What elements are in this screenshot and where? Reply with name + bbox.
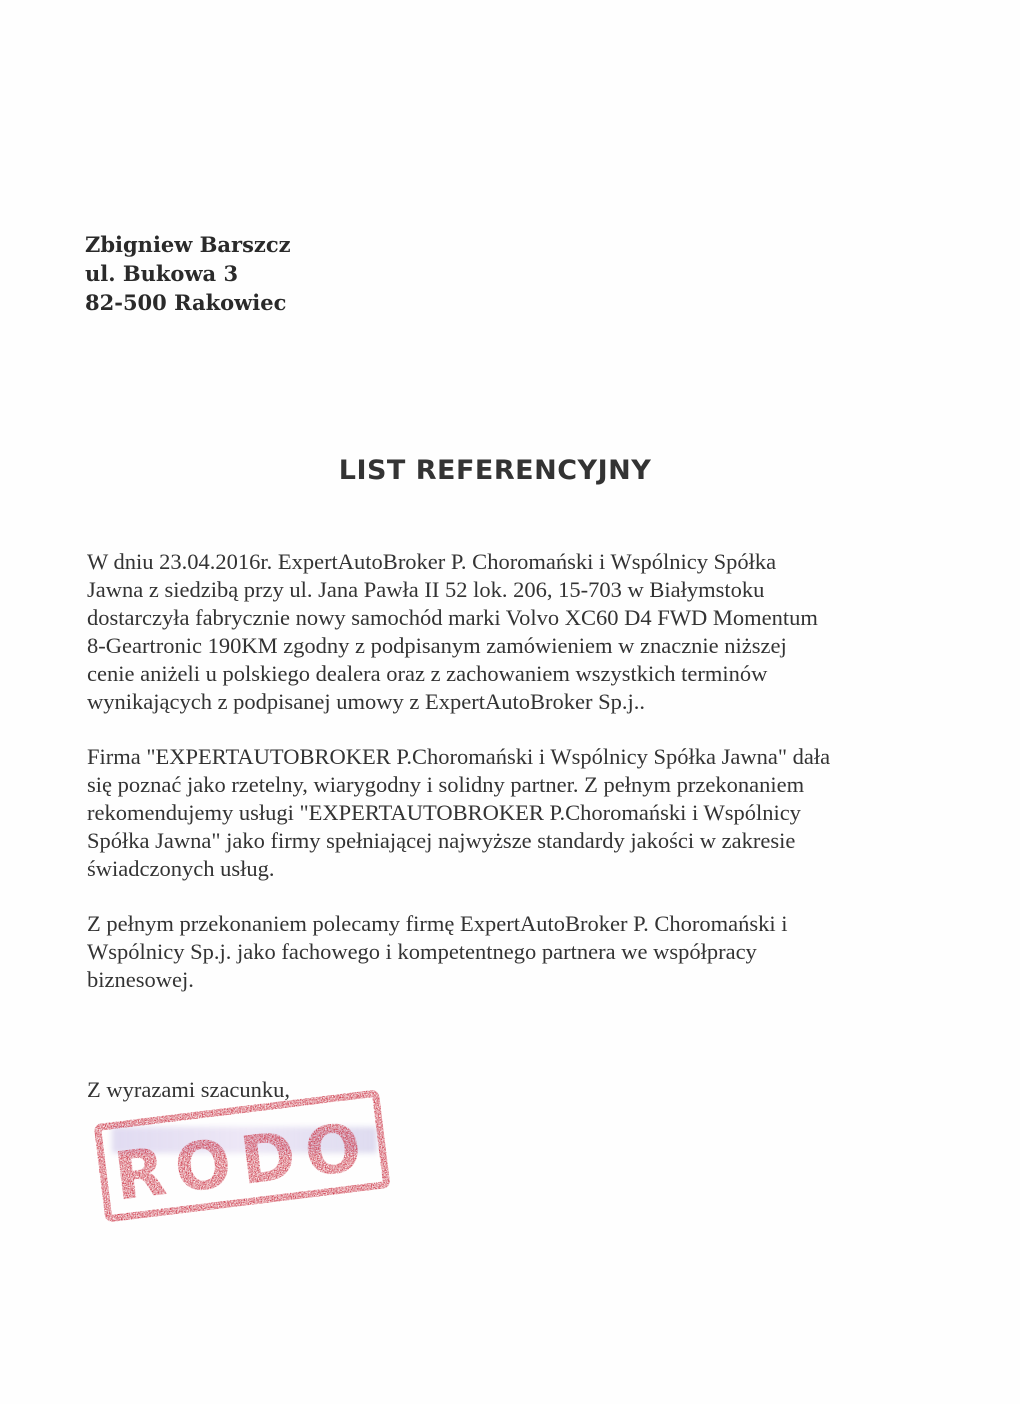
sender-street: ul. Bukowa 3 [85,261,239,286]
paragraph-line: biznesowej. [87,967,194,992]
paragraph-line: Firma "EXPERTAUTOBROKER P.Choromański i Wspólnicy Spółka Jawna" dała [87,744,831,769]
paragraph-line: rekomendujemy usługi "EXPERTAUTOBROKER P.Choromański i Wspólnicy [87,800,801,825]
paragraph-line: W dniu 23.04.2016r. ExpertAutoBroker P. Choromański i Wspólnicy Spółka [87,549,777,574]
rodo-stamp-graphic [90,1080,395,1230]
paragraph-line: się poznać jako rzetelny, wiarygodny i solidny partner. Z pełnym przekonaniem [87,772,805,797]
document-title: LIST REFERENCYJNY [338,455,652,486]
paragraph-line: Wspólnicy Sp.j. jako fachowego i kompetentnego partnera we współpracy [87,939,757,964]
paragraph-line: dostarczyła fabrycznie nowy samochód marki Volvo XC60 D4 FWD Momentum [87,605,818,630]
stamp-text: RODO [110,1107,376,1216]
closing-salutation: Z wyrazami szacunku, [87,1077,291,1102]
sender-address [85,230,291,317]
paragraph-line: Z pełnym przekonaniem polecamy firmę ExpertAutoBroker P. Choromański i [87,911,788,936]
letter-body [87,548,907,1021]
paragraph-3 [87,910,907,994]
document-title-wrapper [0,455,1020,486]
paragraph-line: Spółka Jawna" jako firmy spełniającej najwyższe standardy jakości w zakresie [87,828,796,853]
paragraph-line: świadczonych usług. [87,856,275,881]
paragraph-line: wynikających z podpisanej umowy z ExpertAutoBroker Sp.j.. [87,689,645,714]
paragraph-line: 8-Geartronic 190KM zgodny z podpisanym zamówieniem w znacznie niższej [87,633,787,658]
paragraph-2 [87,743,907,883]
paragraph-1 [87,548,907,716]
paragraph-line: cenie aniżeli u polskiego dealera oraz z zachowaniem wszystkich terminów [87,661,768,686]
sender-city: 82-500 Rakowiec [85,290,287,315]
rodo-stamp [90,1080,395,1235]
sender-name: Zbigniew Barszcz [85,232,291,257]
paragraph-line: Jawna z siedzibą przy ul. Jana Pawła II 52 lok. 206, 15-703 w Białymstoku [87,577,765,602]
